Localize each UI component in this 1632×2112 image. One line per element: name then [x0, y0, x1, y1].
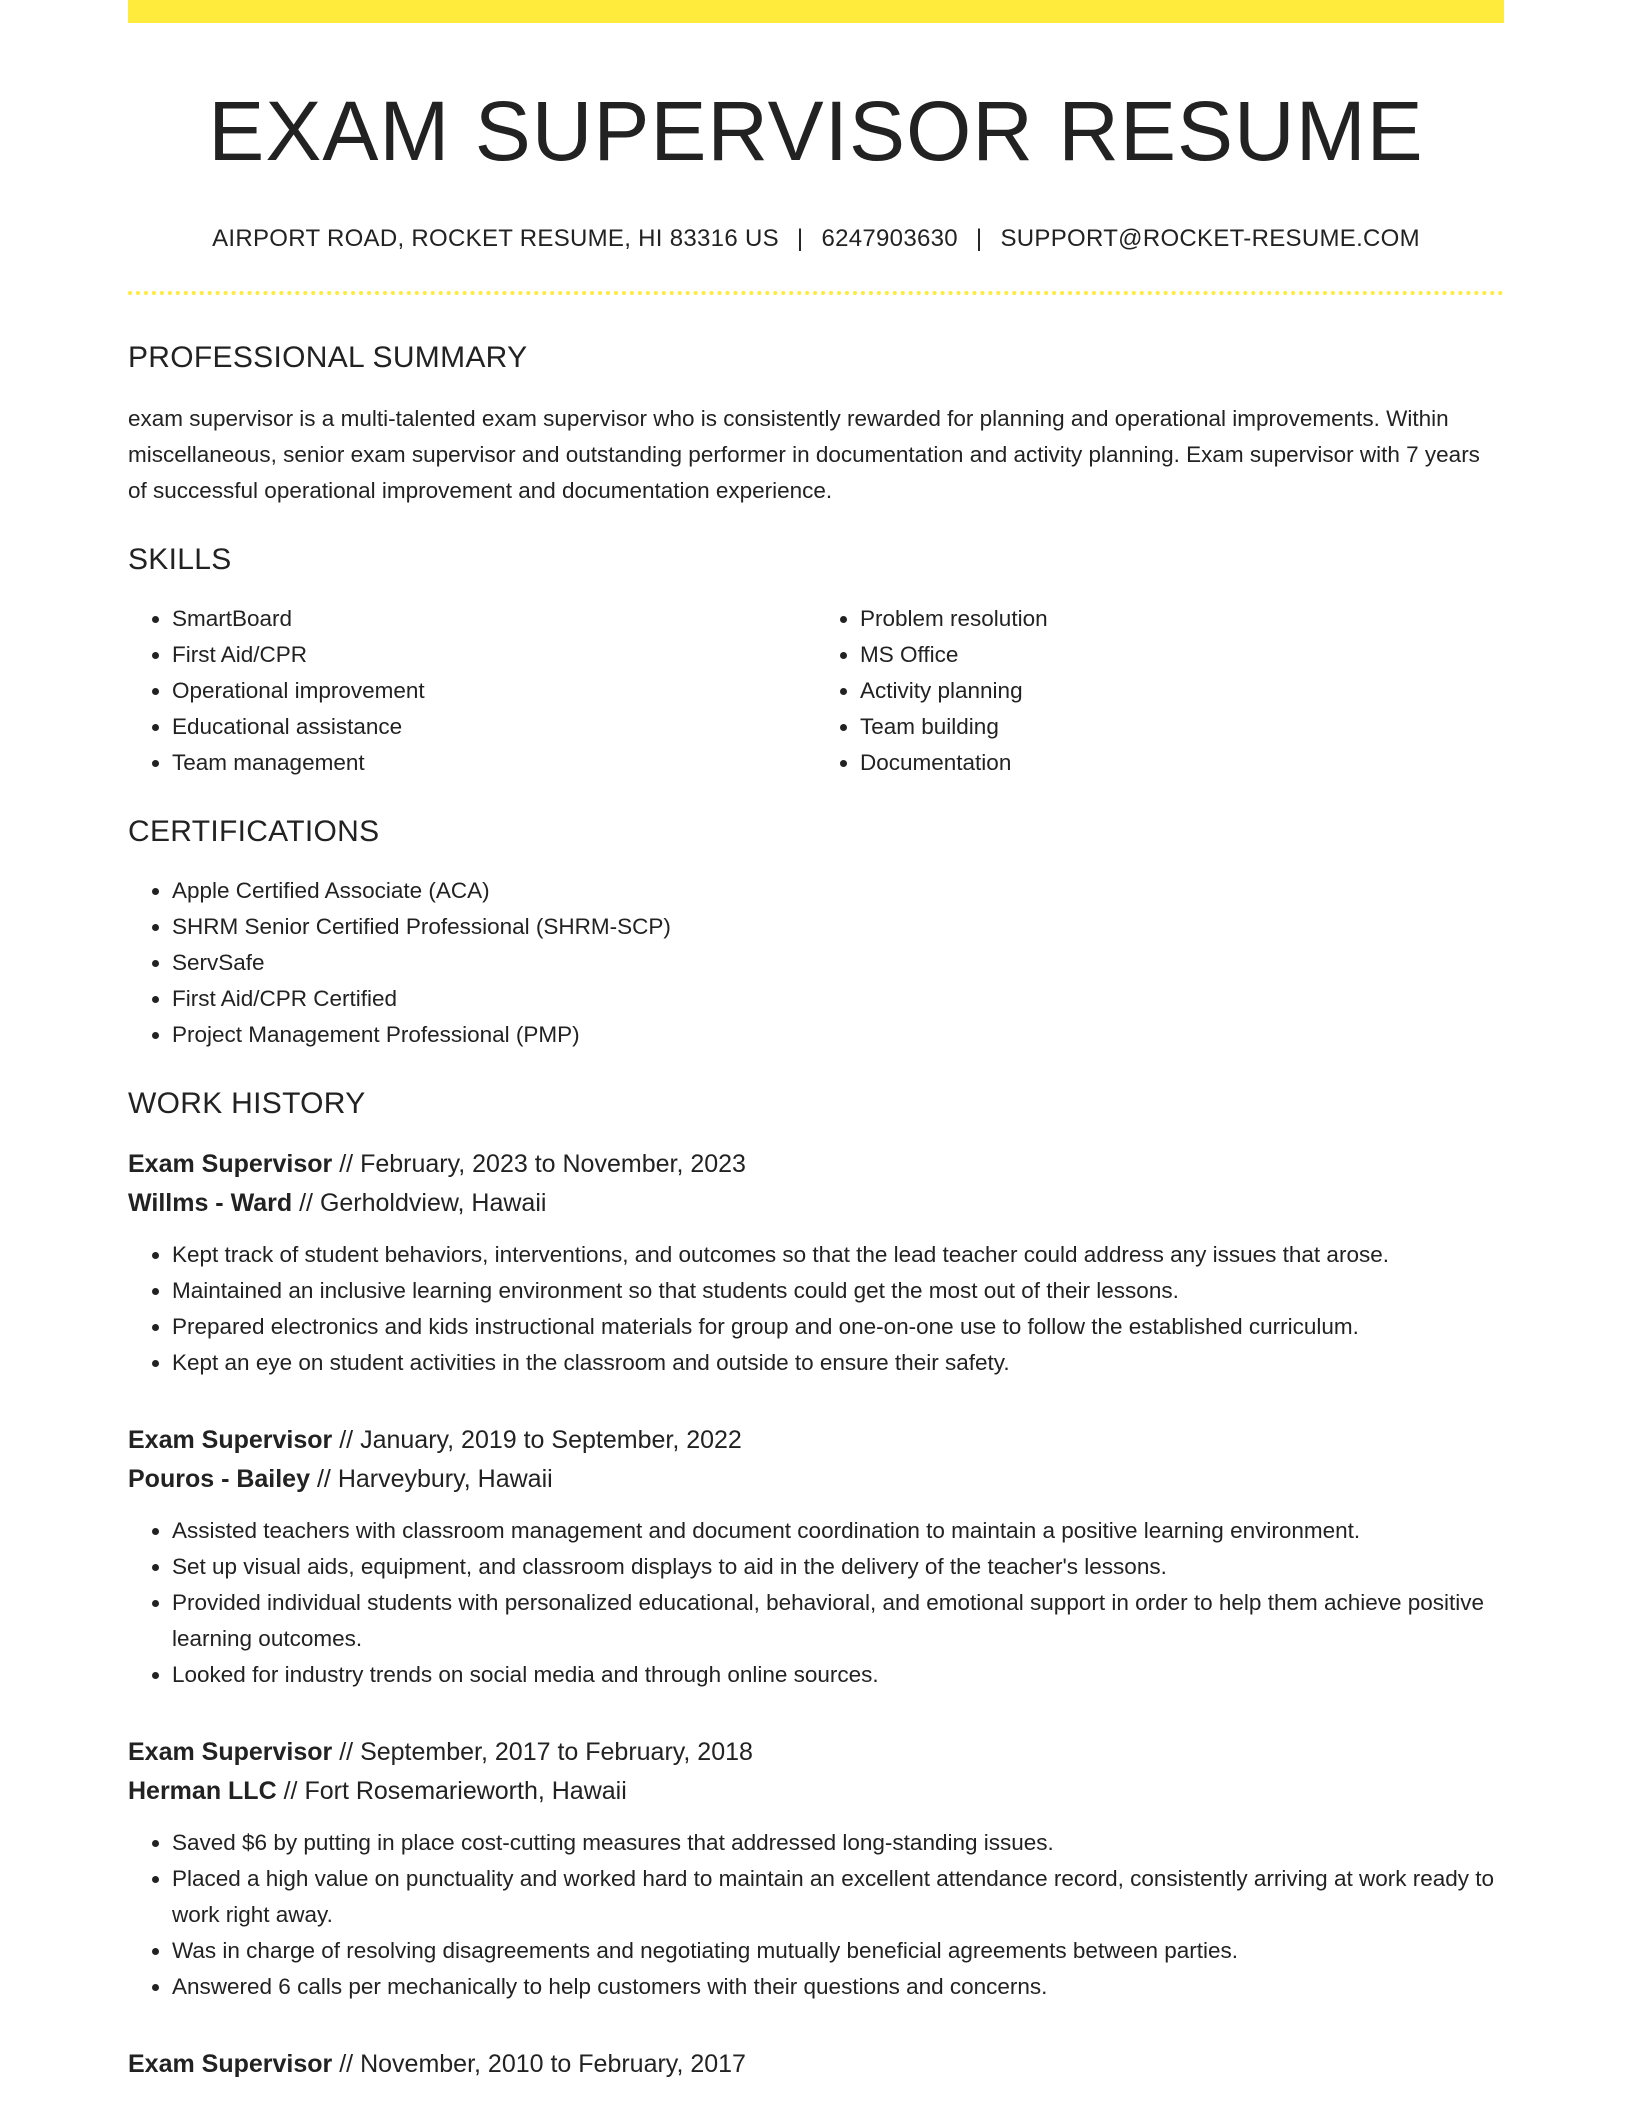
field-separator: //: [299, 1188, 313, 1217]
job-dates: September, 2017 to February, 2018: [360, 1737, 753, 1766]
professional-summary-section: [128, 341, 1504, 509]
job-company-line: [128, 1184, 1504, 1223]
job-duty: • Placed a high value on punctuality and worked hard to maintain an excellent attendance record, consistently arriving at work ready to work right away.: [172, 1861, 1504, 1933]
field-separator: //: [339, 2049, 354, 2078]
job-duties-list: [128, 1237, 1504, 1381]
skill-item: • Team building: [860, 709, 1504, 745]
contact-phone: 6247903630: [821, 224, 958, 252]
resume-title: EXAM SUPERVISOR RESUME: [208, 84, 1424, 178]
job-company: Pouros - Bailey: [128, 1464, 310, 1493]
job-duty: • Maintained an inclusive learning environment so that students could get the most out of their lessons.: [172, 1273, 1504, 1309]
summary-text: exam supervisor is a multi-talented exam supervisor who is consistently rewarded for planning and operational improvements. Within miscellaneous, senior exam supervisor and outstanding performer in documentation and activity planning. Exam supervisor with 7 years of successful operational improvement and documentation experience.: [128, 405, 1480, 503]
section-heading: WORK HISTORY: [128, 1086, 366, 1120]
job-entry: [128, 2045, 1504, 2084]
job-title-line: [128, 1145, 1504, 1184]
section-heading: SKILLS: [128, 542, 232, 576]
section-heading: CERTIFICATIONS: [128, 814, 380, 848]
job-duties-list: [128, 1825, 1504, 2005]
job-duty: • Assisted teachers with classroom management and document coordination to maintain a positive learning environment.: [172, 1513, 1504, 1549]
job-duty: • Was in charge of resolving disagreements and negotiating mutually beneficial agreements between parties.: [172, 1933, 1504, 1969]
job-location: Gerholdview, Hawaii: [319, 1188, 547, 1217]
skill-item: • MS Office: [860, 637, 1504, 673]
top-accent-bar: [128, 0, 1504, 23]
job-duty: • Provided individual students with personalized educational, behavioral, and emotional support in order to help them achieve positive learning outcomes.: [172, 1585, 1504, 1657]
certification-item: • ServSafe: [172, 945, 1504, 981]
skill-item: • First Aid/CPR: [172, 637, 816, 673]
job-title-line: [128, 1733, 1504, 1772]
skills-list-right: [816, 601, 1504, 781]
job-duty: • Prepared electronics and kids instructional materials for group and one-on-one use to follow the established curriculum.: [172, 1309, 1504, 1345]
skill-item: • Documentation: [860, 745, 1504, 781]
certification-item: • Project Management Professional (PMP): [172, 1017, 1504, 1053]
section-heading: PROFESSIONAL SUMMARY: [128, 340, 528, 374]
dotted-divider: [128, 291, 1504, 295]
job-entry: [128, 1145, 1504, 1381]
field-separator: //: [339, 1737, 354, 1766]
certifications-list: [128, 873, 1504, 1053]
skill-item: • Team management: [172, 745, 816, 781]
contact-separator: |: [796, 224, 804, 252]
job-title-line: [128, 1421, 1504, 1460]
job-duty: • Kept track of student behaviors, interventions, and outcomes so that the lead teacher could address any issues that arose.: [172, 1237, 1504, 1273]
job-company-line: [128, 1772, 1504, 1811]
job-duty: • Kept an eye on student activities in the classroom and outside to ensure their safety.: [172, 1345, 1504, 1381]
job-entry: [128, 1421, 1504, 1693]
job-dates: January, 2019 to September, 2022: [360, 1425, 742, 1454]
job-duty: • Answered 6 calls per mechanically to help customers with their questions and concerns.: [172, 1969, 1504, 2005]
contact-line: [128, 225, 1504, 253]
resume-page: [128, 0, 1504, 2084]
job-company: Willms - Ward: [128, 1188, 293, 1217]
skills-columns: [128, 601, 1504, 781]
job-duty: • Set up visual aids, equipment, and classroom displays to aid in the delivery of the teacher's lessons.: [172, 1549, 1504, 1585]
job-duty: • Saved $6 by putting in place cost-cutting measures that addressed long-standing issues.: [172, 1825, 1504, 1861]
job-location: Harveybury, Hawaii: [337, 1464, 553, 1493]
field-separator: //: [283, 1776, 298, 1805]
certification-item: • Apple Certified Associate (ACA): [172, 873, 1504, 909]
job-title: Exam Supervisor: [128, 1149, 333, 1178]
skill-item: • SmartBoard: [172, 601, 816, 637]
job-dates: November, 2010 to February, 2017: [360, 2049, 746, 2078]
job-title: Exam Supervisor: [128, 1425, 333, 1454]
job-title-line: [128, 2045, 1504, 2084]
job-dates: February, 2023 to November, 2023: [360, 1149, 746, 1178]
skill-item: • Problem resolution: [860, 601, 1504, 637]
certification-item: • SHRM Senior Certified Professional (SHRM-SCP): [172, 909, 1504, 945]
job-title: Exam Supervisor: [128, 2049, 333, 2078]
job-entry: [128, 1733, 1504, 2005]
job-title: Exam Supervisor: [128, 1737, 333, 1766]
work-history-section: [128, 1087, 1504, 2084]
contact-separator: |: [975, 224, 983, 252]
certification-item: • First Aid/CPR Certified: [172, 981, 1504, 1017]
skill-item: • Operational improvement: [172, 673, 816, 709]
job-duty: • Looked for industry trends on social media and through online sources.: [172, 1657, 1504, 1693]
skills-list-left: [128, 601, 816, 781]
field-separator: //: [339, 1425, 354, 1454]
skills-section: [128, 543, 1504, 781]
skill-item: • Educational assistance: [172, 709, 816, 745]
field-separator: //: [339, 1149, 354, 1178]
skill-item: • Activity planning: [860, 673, 1504, 709]
certifications-section: [128, 815, 1504, 1053]
job-location: Fort Rosemarieworth, Hawaii: [304, 1776, 627, 1805]
contact-address: AIRPORT ROAD, ROCKET RESUME, HI 83316 US: [212, 224, 779, 252]
field-separator: //: [316, 1464, 331, 1493]
contact-email: SUPPORT@ROCKET-RESUME.COM: [1000, 224, 1420, 252]
job-company-line: [128, 1460, 1504, 1499]
job-duties-list: [128, 1513, 1504, 1693]
job-company: Herman LLC: [128, 1776, 277, 1805]
